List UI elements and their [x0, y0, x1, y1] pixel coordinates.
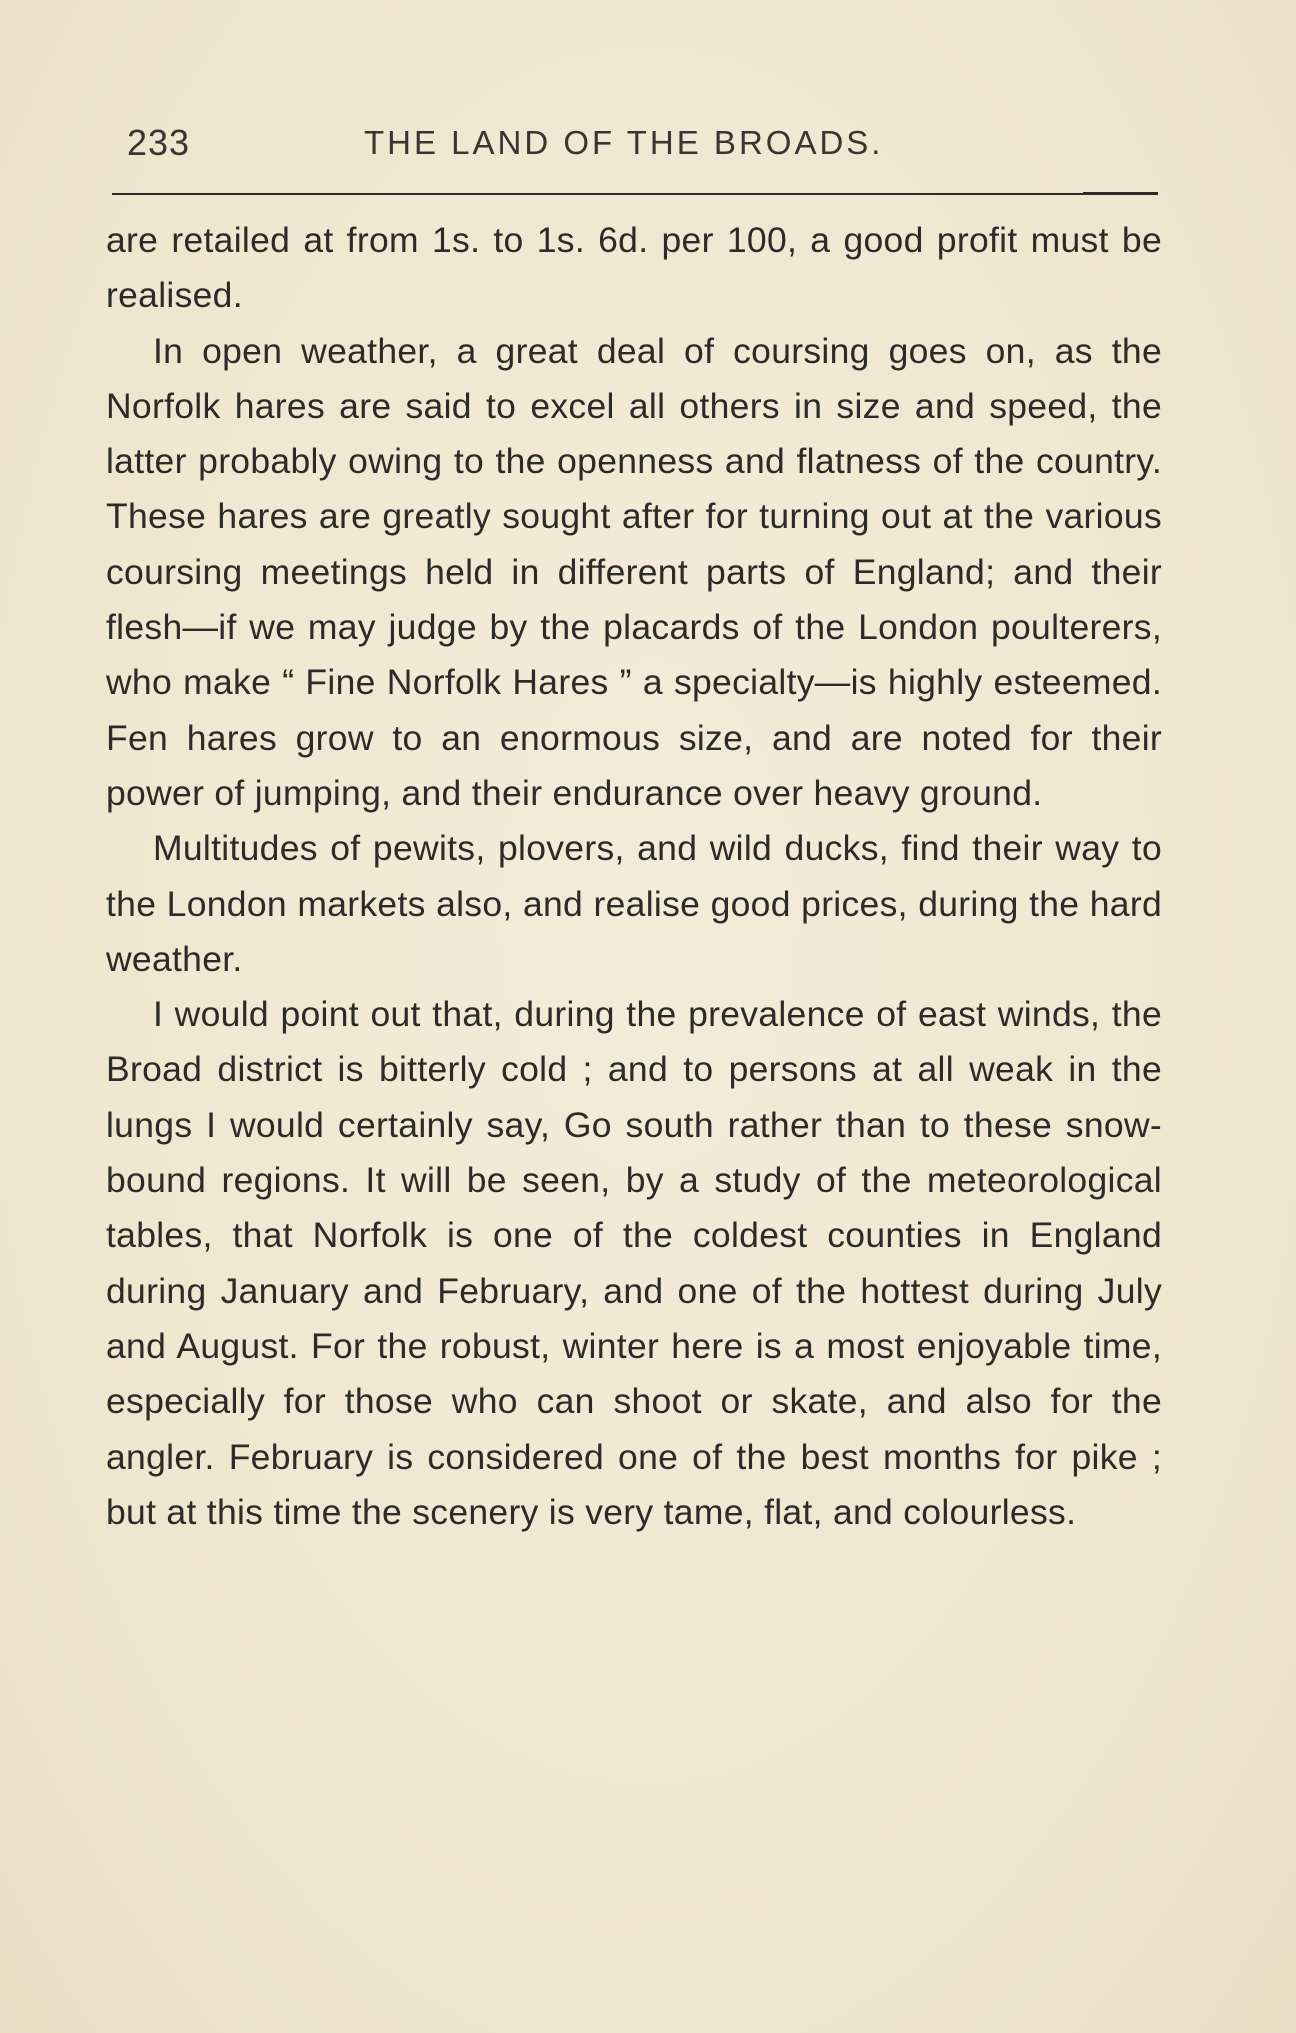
paragraph-continued: are retailed at from 1s. to 1s. 6d. per 100, a good profit must be realised.	[106, 220, 1162, 316]
page-number: 233	[127, 122, 191, 163]
running-title: THE LAND OF THE BROADS.	[364, 124, 884, 161]
paragraph-climate: I would point out that, during the prevalence of east winds, the Broad district is bitterly cold ; and to persons at all weak in the lungs I would certainly say, Go south rather than to these snow-bound regions. It will be seen, by a study of the meteorological tables, that Norfolk is one of the coldest counties in England during January and February, and one of the hottest during July and August. For the robust, winter here is a most enjoyable time, especially for those who can shoot or skate, and also for the angler. February is considered one of the best months for pike ; but at this time the scenery is very tame, flat, and colourless.	[106, 994, 1162, 1532]
body-text	[106, 213, 1162, 1540]
paragraph-wildfowl: Multitudes of pewits, plovers, and wild ducks, find their way to the London markets also, and realise good prices, during the hard weather.	[106, 828, 1162, 979]
header-rule	[112, 193, 1158, 195]
page-header	[127, 122, 1157, 166]
paragraph-coursing: In open weather, a great deal of coursing goes on, as the Norfolk hares are said to excel all others in size and speed, the latter probably owing to the openness and flatness of the country. These hares are greatly sought after for turning out at the various coursing meetings held in different parts of England; and their flesh—if we may judge by the placards of the London poulterers, who make “ Fine Norfolk Hares ” a specialty—is highly esteemed. Fen hares grow to an enormous size, and are noted for their power of jumping, and their endurance over heavy ground.	[106, 330, 1162, 813]
